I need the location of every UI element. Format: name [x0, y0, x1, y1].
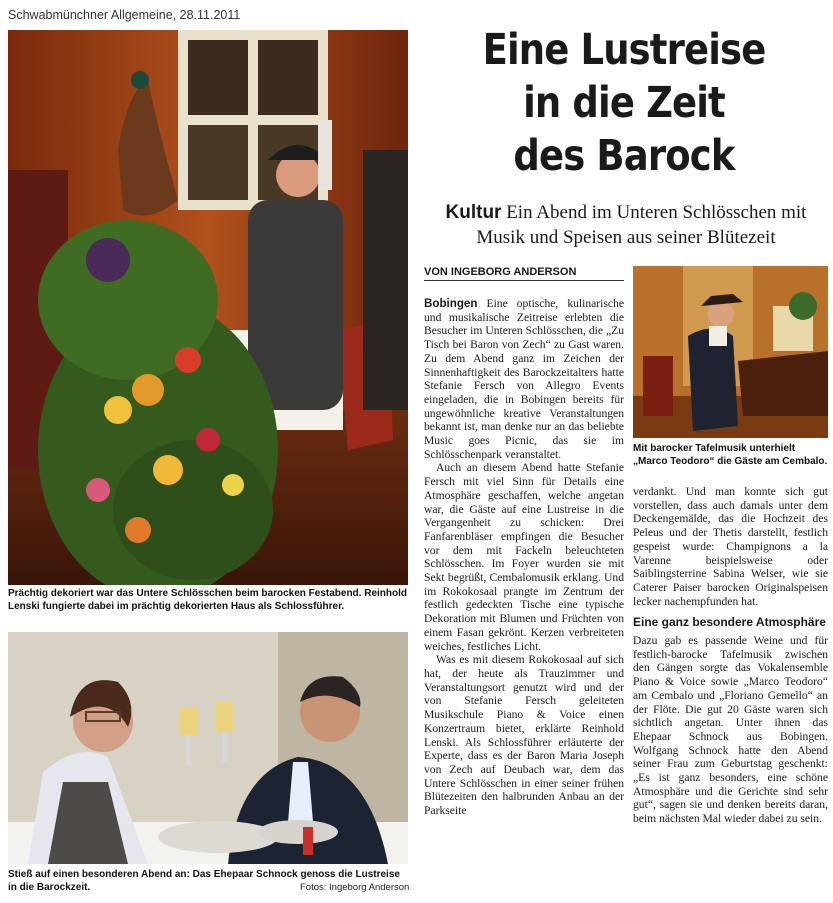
article-column-1 — [424, 297, 624, 818]
article-paragraph: Dazu gab es passende Weine und für festlich-barocke Tafelmusik zwischen den Gängen sorgte das Vokalensemble Piano & Voice sowie „Marco Teodoro“ am Cembalo und „Floriano Gemello“ an der Flöte. Die gut 20 Gäste waren sich sichtlich angetan. Unter ihnen das Ehepaar Schnock aus Bobingen. Wolfgang Schnock hatte den Abend seiner Frau zum Geburtstag geschenkt: „Es ist ganz besonders, eine schöne Atmosphäre und die Gerichte sind sehr gut“, sagen sie und denken bereits daran, beim nächsten Mal wieder dabei zu sein. — [633, 634, 828, 826]
crosshead: Eine ganz besondere Atmosphäre — [633, 615, 826, 630]
byline: VON INGEBORG ANDERSON — [424, 266, 624, 281]
article-paragraph: verdankt. Und man konnte sich gut vorstellen, dass auch damals unter dem Deckengemälde, das die Hochzeit des Peleus und der Thetis darstellt, festlich gespeist wurde: Champignons a la Varenne beispielsweise oder Saiblingsterrine Sabina Welser, wie sie Caterer Paiser barocken Originalspeisen lecker nachempfunden hat. — [633, 485, 828, 608]
article-paragraph: Auch an diesem Abend hatte Stefanie Fersch mit viel Sinn für Details eine Atmosphäre geschaffen, welche angetan war, die Gäste auf eine Lustreise in die Vergangenheit zu schicken: Drei Fanfarenbläser empfingen die Besucher vor dem mit Fackeln beleuchteten Schlösschen. Im Foyer wurden sie mit Sekt begrüßt, Cembalomusik erklang. Und im Rokokosaal prangte im Zentrum der festlich gedeckten Tische eine typische Dekoration mit Blumen und Früchten von einem Fasan gekrönt. Kerzen verbreiteten weiches, festliches Licht. — [424, 461, 624, 653]
photo-couple-toast-caption: Stieß auf einen besonderen Abend an: Das Ehepaar Schnock genoss die Lustreise in die Barockzeit. — [8, 869, 400, 893]
photo-harpsichord-caption: Mit barocker Tafelmusik unterhielt „Marco Teodoro“ die Gäste am Cembalo. — [633, 443, 828, 467]
headline-line-2: in die Zeit — [523, 78, 725, 128]
photo-couple-toast-image — [8, 632, 408, 864]
subheadline — [424, 200, 828, 250]
article-column-2 — [633, 485, 828, 826]
headline — [447, 24, 801, 183]
photo-harpsichord-image — [633, 266, 828, 438]
photo-harpsichord — [633, 266, 828, 438]
article-paragraph: Was es mit diesem Rokokosaal auf sich hat, der heute als Trauzimmer und Veranstaltungsort genutzt wird und der von Stefanie Fersch geleiteten Musikschule Piano & Voice einen Konzertraum bietet, erklärte Reinhold Lenski. Als Schlossführer erläuterte der Experte, dass es der Baron Maria Joseph von Zech auf Deubach war, dem das Untere Schlösschen in einer seiner frühen Blütezeiten den halbrunden Anbau an der Parkseite — [424, 653, 624, 818]
article-paragraph: Eine optische, kulinarische und musikalische Zeitreise erlebten die Besucher im Unteren Schlösschen, die „Zu Tisch bei Baron von Zech“ zu Gast waren. Zu dem Abend ganz im Zeichen der Sinnenhaftigkeit des Barockzeitalters hatte Stefanie Fersch von Allegro Events eingeladen, die in Bobingen bereits für ungewöhnliche kreative Veranstaltungen bekannt ist, man denke nur an das beliebte Music goes Picnic, das sie im Schlösschenpark veranstaltet. — [424, 297, 624, 461]
photo-couple-toast — [8, 632, 408, 864]
headline-line-1: Eine Lustreise — [482, 25, 766, 75]
dateline: Bobingen — [424, 297, 478, 310]
photo-festive-hall-image — [8, 30, 408, 585]
headline-line-3: des Barock — [513, 131, 735, 181]
photo-credit: Fotos: Ingeborg Anderson — [300, 882, 410, 893]
photo-festive-hall-caption: Prächtig dekoriert war das Untere Schlösschen beim barocken Festabend. Reinhold Lenski fungierte dabei im prächtig dekorierten Haus als Schlossführer. — [8, 588, 407, 612]
subheadline-text: Ein Abend im Unteren Schlösschen mit Musik und Speisen aus seiner Blütezeit — [476, 202, 807, 248]
kicker: Kultur — [445, 202, 502, 223]
photo-festive-hall — [8, 30, 408, 585]
source-line: Schwabmünchner Allgemeine, 28.11.2011 — [8, 8, 241, 22]
